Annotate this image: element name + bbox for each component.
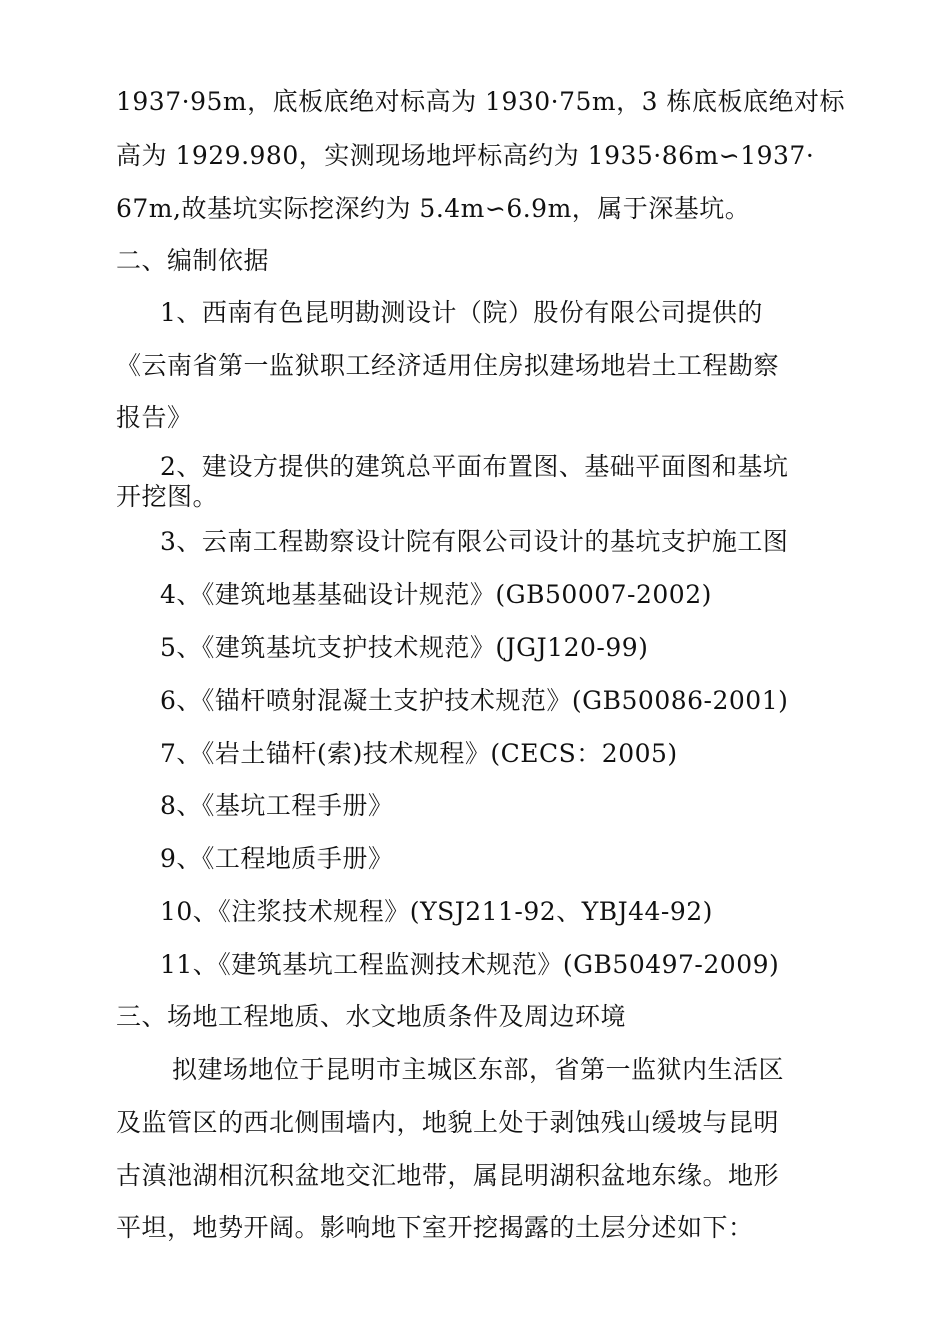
basis-item-line: 2、建设方提供的建筑总平面布置图、基础平面图和基坑: [160, 452, 789, 481]
paragraph-line: 高为 1929.980，实测现场地坪标高约为 1935·86m∽1937·: [116, 141, 815, 170]
basis-item-line: 9、《工程地质手册》: [160, 844, 394, 873]
paragraph-line: 1937·95m，底板底绝对标高为 1930·75m，3 栋底板底绝对标: [116, 87, 845, 116]
basis-item-line: 7、《岩土锚杆(索)技术规程》(CECS：2005): [160, 739, 678, 768]
basis-item-line: 10、《注浆技术规程》(YSJ211-92、YBJ44-92): [160, 897, 713, 926]
basis-item-line: 11、《建筑基坑工程监测技术规范》(GB50497-2009): [160, 950, 780, 979]
basis-item-line: 8、《基坑工程手册》: [160, 791, 394, 820]
basis-item-line: 5、《建筑基坑支护技术规范》(JGJ120-99): [160, 633, 649, 662]
paragraph-line: 67m,故基坑实际挖深约为 5.4m∽6.9m，属于深基坑。: [116, 194, 751, 223]
basis-item-line: 3、云南工程勘察设计院有限公司设计的基坑支护施工图: [160, 527, 789, 556]
basis-item-line: 《云南省第一监狱职工经济适用住房拟建场地岩土工程勘察: [116, 351, 780, 380]
paragraph-line: 古滇池湖相沉积盆地交汇地带，属昆明湖积盆地东缘。地形: [116, 1161, 780, 1190]
basis-item-line: 开挖图。: [116, 482, 219, 511]
paragraph-line: 及监管区的西北侧围墙内，地貌上处于剥蚀残山缓坡与昆明: [116, 1108, 780, 1137]
section-heading: 二、编制依据: [116, 246, 270, 275]
basis-item-line: 报告》: [116, 403, 193, 432]
paragraph-line: 拟建场地位于昆明市主城区东部，省第一监狱内生活区: [172, 1055, 785, 1084]
basis-item-line: 4、《建筑地基基础设计规范》(GB50007-2002): [160, 580, 712, 609]
basis-item-line: 1、西南有色昆明勘测设计（院）股份有限公司提供的: [160, 298, 763, 327]
section-heading: 三、场地工程地质、水文地质条件及周边环境: [116, 1002, 627, 1031]
paragraph-line: 平坦，地势开阔。影响地下室开挖揭露的土层分述如下：: [116, 1213, 754, 1242]
basis-item-line: 6、《锚杆喷射混凝土支护技术规范》(GB50086-2001): [160, 686, 789, 715]
